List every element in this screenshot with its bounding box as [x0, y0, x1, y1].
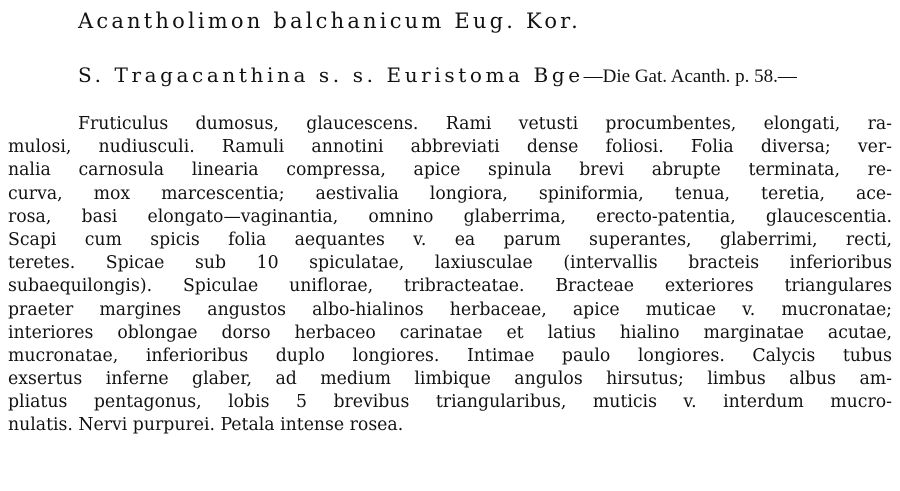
description-line: teretes. Spicae sub 10 spiculatae, laxiusculae (intervallis bracteis inferioribus — [8, 253, 892, 274]
description-line: subaequilongis). Spiculae uniflorae, tribracteatae. Bracteae exteriores triangulares — [8, 276, 892, 297]
literature-reference: —Die Gat. Acanth. p. 58.— — [583, 66, 797, 87]
description-line: nalia carnosula linearia compressa, apice spinula brevi abrupte terminata, re- — [8, 160, 892, 181]
description-line: mulosi, nudiusculi. Ramuli annotini abbreviati dense foliosi. Folia diversa; ver- — [8, 137, 892, 158]
description-line: interiores oblongae dorso herbaceo carinatae et latius hialino marginatae acutae, — [8, 322, 892, 343]
description-line: curva, mox marcescentia; aestivalia longiora, spiniformia, tenua, teretia, ace- — [8, 183, 892, 204]
description-line: Fruticulus dumosus, glaucescens. Rami vetusti procumbentes, elongati, ra- — [78, 114, 892, 134]
description-line: rosa, basi elongato—vaginantia, omnino glaberrima, erecto-patentia, glaucescentia. — [8, 206, 892, 227]
description-line: nulatis. Nervi purpurei. Petala intense rosea. — [8, 415, 404, 436]
description-line: praeter margines angustos albo-hialinos herbaceae, apice muticae v. mucronatae; — [8, 299, 892, 320]
species-description — [8, 113, 892, 438]
section-name: S. Tragacanthina s. s. Euristoma Bge — [78, 63, 584, 87]
description-line: Scapi cum spicis folia aequantes v. ea parum superantes, glaberrimi, recti, — [8, 229, 892, 250]
section-line — [78, 60, 797, 92]
species-title: Acantholimon balchanicum Eug. Kor. — [78, 9, 581, 33]
description-line: exsertus inferne glaber, ad medium limbique angulos hirsutus; limbus albus am- — [8, 369, 892, 390]
description-line: pliatus pentagonus, lobis 5 brevibus triangularibus, muticis v. interdum mucro- — [8, 392, 892, 413]
description-line: mucronatae, inferioribus duplo longiores. Intimae paulo longiores. Calycis tubus — [8, 345, 892, 366]
